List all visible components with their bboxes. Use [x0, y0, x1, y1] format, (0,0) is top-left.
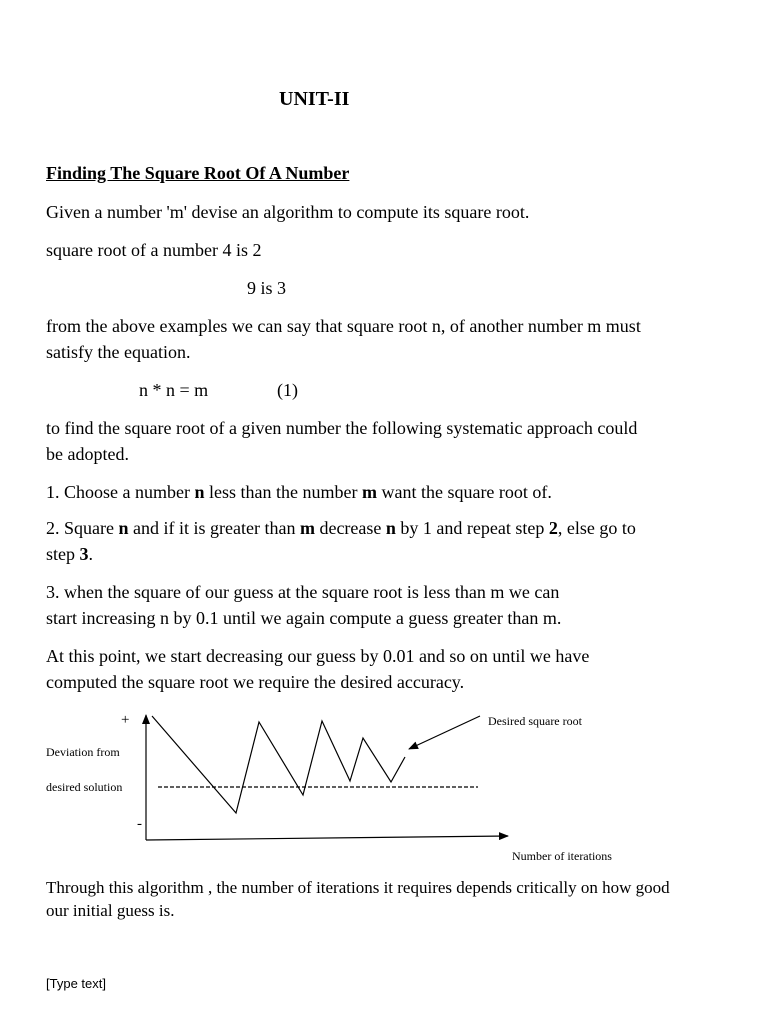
- conclusion-line-1: At this point, we start decreasing our guess by 0.01 and so on until we have: [46, 646, 590, 666]
- y-axis-label-line-2: desired solution: [46, 780, 123, 794]
- minus-sign: -: [137, 816, 142, 832]
- step-2-text-e: decrease: [314, 518, 386, 538]
- x-axis-label: Number of iterations: [512, 849, 612, 863]
- example-line-1: square root of a number 4 is 2: [46, 240, 262, 260]
- step-1-var-n: n: [194, 482, 205, 502]
- step-2-text-a: 2. Square: [46, 518, 119, 538]
- conclusion-line-2: computed the square root we require the desired accuracy.: [46, 672, 465, 692]
- step-2-text-j: step: [46, 544, 80, 564]
- observation-line-1: from the above examples we can say that square root n, of another number m must: [46, 316, 641, 336]
- example-line-2: 9 is 3: [247, 278, 287, 298]
- x-axis: [146, 836, 508, 840]
- step-2-var-m: m: [299, 518, 315, 538]
- step-2-var-n: n: [118, 518, 129, 538]
- approach-line-1: to find the square root of a given number the following systematic approach could: [46, 418, 638, 438]
- step-2-ref-2: 2: [548, 518, 558, 538]
- closing-line-1: Through this algorithm , the number of iterations it requires depends critically on how good: [46, 878, 670, 897]
- step-2-ref-3: 3: [79, 544, 89, 564]
- step-2-text-g: by 1 and repeat step: [395, 518, 549, 538]
- intro-text: Given a number 'm' devise an algorithm to compute its square root.: [46, 202, 530, 222]
- approach-line-2: be adopted.: [46, 444, 129, 464]
- step-1-text-e: want the square root of.: [376, 482, 552, 502]
- page-title: UNIT-II: [279, 88, 350, 110]
- closing-line-2: our initial guess is.: [46, 901, 175, 920]
- step-2-line-2: [46, 541, 93, 567]
- convergence-figure: [0, 700, 768, 870]
- equation: n * n = m: [139, 380, 209, 400]
- section-heading: Finding The Square Root Of A Number: [46, 163, 350, 183]
- step-2-line-1: [46, 515, 636, 541]
- step-2-text-c: and if it is greater than: [128, 518, 300, 538]
- callout-arrow: [409, 716, 480, 749]
- step-1: [46, 479, 552, 505]
- step-2-var-n-2: n: [385, 518, 396, 538]
- observation-line-2: satisfy the equation.: [46, 342, 191, 362]
- step-1-var-m: m: [361, 482, 377, 502]
- step-1-text-c: less than the number: [204, 482, 362, 502]
- callout-label: Desired square root: [488, 714, 582, 728]
- step-2-text-i: , else go to: [557, 518, 636, 538]
- guess-deviation-line: [152, 716, 405, 813]
- plus-sign: +: [121, 712, 130, 728]
- step-1-text-a: 1. Choose a number: [46, 482, 195, 502]
- step-2-text-l: .: [88, 544, 93, 564]
- equation-number: (1): [277, 380, 298, 400]
- y-axis-label-line-1: Deviation from: [46, 745, 120, 759]
- step-3-line-2: start increasing n by 0.1 until we again compute a guess greater than m.: [46, 608, 562, 628]
- step-3-line-1: 3. when the square of our guess at the square root is less than m we can: [46, 582, 560, 602]
- footer-text: [Type text]: [46, 976, 106, 991]
